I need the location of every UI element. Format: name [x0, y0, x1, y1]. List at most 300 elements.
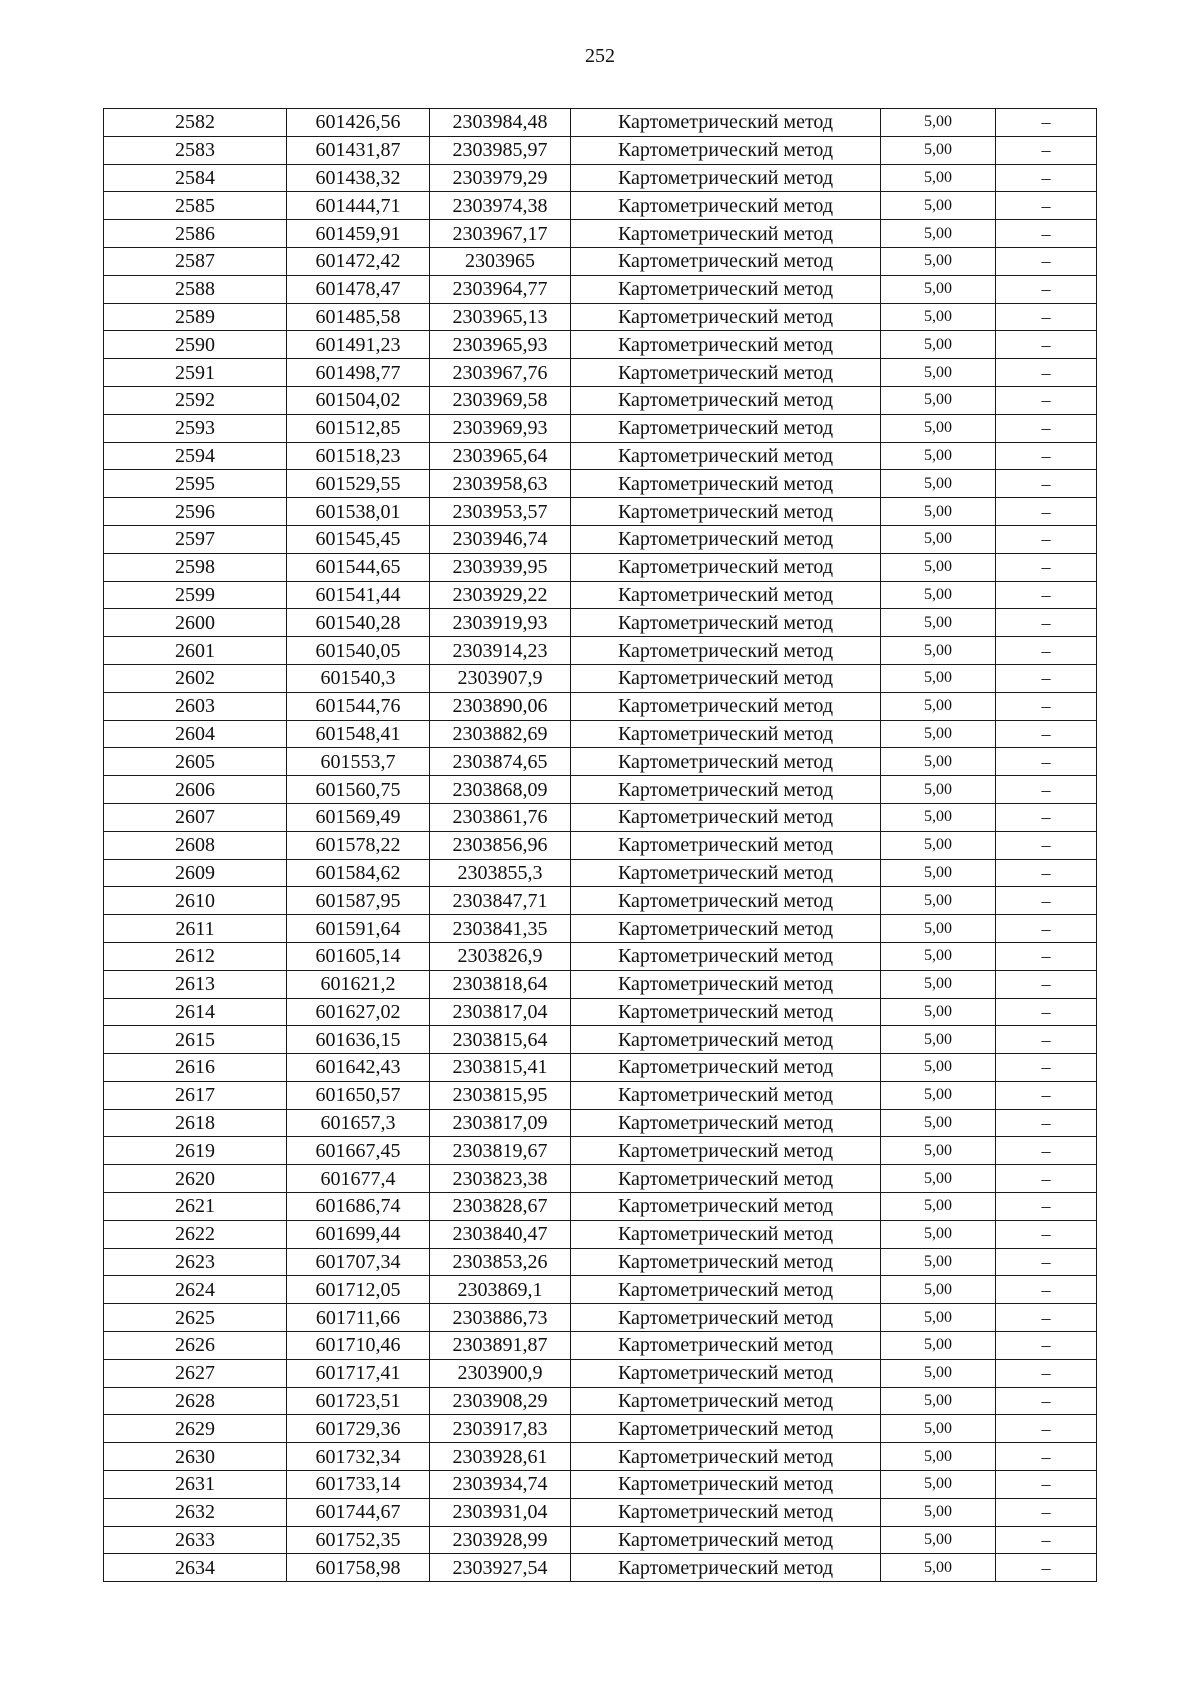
accuracy-cell: 5,00: [881, 275, 996, 303]
x-coordinate-cell: 601717,41: [287, 1359, 430, 1387]
accuracy-cell: 5,00: [881, 247, 996, 275]
y-coordinate-cell: 2303965,93: [430, 331, 571, 359]
y-coordinate-cell: 2303891,87: [430, 1332, 571, 1360]
x-coordinate-cell: 601478,47: [287, 275, 430, 303]
x-coordinate-cell: 601544,65: [287, 553, 430, 581]
x-coordinate-cell: 601578,22: [287, 831, 430, 859]
method-cell: Картометрический метод: [571, 1026, 881, 1054]
accuracy-cell: 5,00: [881, 442, 996, 470]
point-number-cell: 2626: [104, 1332, 287, 1360]
method-cell: Картометрический метод: [571, 609, 881, 637]
x-coordinate-cell: 601621,2: [287, 970, 430, 998]
x-coordinate-cell: 601560,75: [287, 776, 430, 804]
x-coordinate-cell: 601438,32: [287, 164, 430, 192]
point-number-cell: 2615: [104, 1026, 287, 1054]
description-cell: –: [996, 470, 1097, 498]
accuracy-cell: 5,00: [881, 386, 996, 414]
y-coordinate-cell: 2303929,22: [430, 581, 571, 609]
x-coordinate-cell: 601605,14: [287, 942, 430, 970]
description-cell: –: [996, 1359, 1097, 1387]
x-coordinate-cell: 601723,51: [287, 1387, 430, 1415]
x-coordinate-cell: 601677,4: [287, 1165, 430, 1193]
y-coordinate-cell: 2303841,35: [430, 915, 571, 943]
y-coordinate-cell: 2303882,69: [430, 720, 571, 748]
method-cell: Картометрический метод: [571, 220, 881, 248]
y-coordinate-cell: 2303847,71: [430, 887, 571, 915]
method-cell: Картометрический метод: [571, 1220, 881, 1248]
accuracy-cell: 5,00: [881, 1248, 996, 1276]
x-coordinate-cell: 601657,3: [287, 1109, 430, 1137]
table-row: [104, 1193, 1097, 1221]
x-coordinate-cell: 601540,28: [287, 609, 430, 637]
accuracy-cell: 5,00: [881, 1415, 996, 1443]
x-coordinate-cell: 601707,34: [287, 1248, 430, 1276]
x-coordinate-cell: 601540,05: [287, 637, 430, 665]
description-cell: –: [996, 442, 1097, 470]
method-cell: Картометрический метод: [571, 637, 881, 665]
accuracy-cell: 5,00: [881, 1193, 996, 1221]
x-coordinate-cell: 601472,42: [287, 247, 430, 275]
table-row: [104, 1054, 1097, 1082]
description-cell: –: [996, 498, 1097, 526]
table-row: [104, 720, 1097, 748]
point-number-cell: 2588: [104, 275, 287, 303]
method-cell: Картометрический метод: [571, 692, 881, 720]
table-row: [104, 887, 1097, 915]
table-row: [104, 1137, 1097, 1165]
method-cell: Картометрический метод: [571, 1415, 881, 1443]
point-number-cell: 2592: [104, 386, 287, 414]
description-cell: –: [996, 887, 1097, 915]
accuracy-cell: 5,00: [881, 1054, 996, 1082]
method-cell: Картометрический метод: [571, 553, 881, 581]
y-coordinate-cell: 2303964,77: [430, 275, 571, 303]
description-cell: –: [996, 331, 1097, 359]
table-row: [104, 1332, 1097, 1360]
table-row: [104, 664, 1097, 692]
accuracy-cell: 5,00: [881, 1554, 996, 1582]
point-number-cell: 2610: [104, 887, 287, 915]
accuracy-cell: 5,00: [881, 609, 996, 637]
method-cell: Картометрический метод: [571, 887, 881, 915]
description-cell: –: [996, 1137, 1097, 1165]
description-cell: –: [996, 998, 1097, 1026]
accuracy-cell: 5,00: [881, 998, 996, 1026]
table-row: [104, 275, 1097, 303]
description-cell: –: [996, 1554, 1097, 1582]
accuracy-cell: 5,00: [881, 1026, 996, 1054]
x-coordinate-cell: 601729,36: [287, 1415, 430, 1443]
method-cell: Картометрический метод: [571, 1165, 881, 1193]
x-coordinate-cell: 601485,58: [287, 303, 430, 331]
accuracy-cell: 5,00: [881, 1526, 996, 1554]
point-number-cell: 2609: [104, 859, 287, 887]
method-cell: Картометрический метод: [571, 1193, 881, 1221]
description-cell: –: [996, 109, 1097, 137]
description-cell: –: [996, 553, 1097, 581]
table-row: [104, 220, 1097, 248]
accuracy-cell: 5,00: [881, 970, 996, 998]
table-row: [104, 442, 1097, 470]
description-cell: –: [996, 664, 1097, 692]
accuracy-cell: 5,00: [881, 1332, 996, 1360]
y-coordinate-cell: 2303965: [430, 247, 571, 275]
point-number-cell: 2600: [104, 609, 287, 637]
point-number-cell: 2586: [104, 220, 287, 248]
accuracy-cell: 5,00: [881, 664, 996, 692]
table-row: [104, 692, 1097, 720]
method-cell: Картометрический метод: [571, 831, 881, 859]
point-number-cell: 2582: [104, 109, 287, 137]
y-coordinate-cell: 2303985,97: [430, 136, 571, 164]
accuracy-cell: 5,00: [881, 1443, 996, 1471]
description-cell: –: [996, 386, 1097, 414]
x-coordinate-cell: 601711,66: [287, 1304, 430, 1332]
point-number-cell: 2607: [104, 803, 287, 831]
method-cell: Картометрический метод: [571, 1359, 881, 1387]
method-cell: Картометрический метод: [571, 136, 881, 164]
page-number: 252: [585, 45, 615, 67]
description-cell: –: [996, 1332, 1097, 1360]
point-number-cell: 2587: [104, 247, 287, 275]
y-coordinate-cell: 2303928,61: [430, 1443, 571, 1471]
y-coordinate-cell: 2303969,58: [430, 386, 571, 414]
method-cell: Картометрический метод: [571, 1054, 881, 1082]
x-coordinate-cell: 601548,41: [287, 720, 430, 748]
method-cell: Картометрический метод: [571, 803, 881, 831]
description-cell: –: [996, 942, 1097, 970]
point-number-cell: 2622: [104, 1220, 287, 1248]
table-row: [104, 470, 1097, 498]
y-coordinate-cell: 2303853,26: [430, 1248, 571, 1276]
accuracy-cell: 5,00: [881, 581, 996, 609]
y-coordinate-cell: 2303928,99: [430, 1526, 571, 1554]
accuracy-cell: 5,00: [881, 1109, 996, 1137]
point-number-cell: 2585: [104, 192, 287, 220]
method-cell: Картометрический метод: [571, 1526, 881, 1554]
method-cell: Картометрический метод: [571, 525, 881, 553]
point-number-cell: 2620: [104, 1165, 287, 1193]
table-row: [104, 859, 1097, 887]
accuracy-cell: 5,00: [881, 192, 996, 220]
table-row: [104, 359, 1097, 387]
point-number-cell: 2611: [104, 915, 287, 943]
y-coordinate-cell: 2303826,9: [430, 942, 571, 970]
accuracy-cell: 5,00: [881, 1498, 996, 1526]
accuracy-cell: 5,00: [881, 859, 996, 887]
method-cell: Картометрический метод: [571, 942, 881, 970]
method-cell: Картометрический метод: [571, 109, 881, 137]
x-coordinate-cell: 601569,49: [287, 803, 430, 831]
table-row: [104, 1304, 1097, 1332]
y-coordinate-cell: 2303967,17: [430, 220, 571, 248]
accuracy-cell: 5,00: [881, 1220, 996, 1248]
description-cell: –: [996, 692, 1097, 720]
description-cell: –: [996, 164, 1097, 192]
point-number-cell: 2630: [104, 1443, 287, 1471]
description-cell: –: [996, 1054, 1097, 1082]
y-coordinate-cell: 2303927,54: [430, 1554, 571, 1582]
description-cell: –: [996, 1193, 1097, 1221]
accuracy-cell: 5,00: [881, 1471, 996, 1499]
point-number-cell: 2605: [104, 748, 287, 776]
point-number-cell: 2631: [104, 1471, 287, 1499]
accuracy-cell: 5,00: [881, 1081, 996, 1109]
description-cell: –: [996, 1248, 1097, 1276]
x-coordinate-cell: 601732,34: [287, 1443, 430, 1471]
x-coordinate-cell: 601504,02: [287, 386, 430, 414]
point-number-cell: 2602: [104, 664, 287, 692]
x-coordinate-cell: 601498,77: [287, 359, 430, 387]
point-number-cell: 2612: [104, 942, 287, 970]
method-cell: Картометрический метод: [571, 859, 881, 887]
table-row: [104, 1081, 1097, 1109]
method-cell: Картометрический метод: [571, 1387, 881, 1415]
method-cell: Картометрический метод: [571, 915, 881, 943]
method-cell: Картометрический метод: [571, 748, 881, 776]
x-coordinate-cell: 601752,35: [287, 1526, 430, 1554]
y-coordinate-cell: 2303900,9: [430, 1359, 571, 1387]
point-number-cell: 2594: [104, 442, 287, 470]
description-cell: –: [996, 1443, 1097, 1471]
description-cell: –: [996, 776, 1097, 804]
y-coordinate-cell: 2303984,48: [430, 109, 571, 137]
accuracy-cell: 5,00: [881, 1165, 996, 1193]
table-row: [104, 386, 1097, 414]
table-row: [104, 136, 1097, 164]
method-cell: Картометрический метод: [571, 970, 881, 998]
table-row: [104, 942, 1097, 970]
method-cell: Картометрический метод: [571, 1276, 881, 1304]
x-coordinate-cell: 601426,56: [287, 109, 430, 137]
accuracy-cell: 5,00: [881, 887, 996, 915]
description-cell: –: [996, 136, 1097, 164]
y-coordinate-cell: 2303855,3: [430, 859, 571, 887]
accuracy-cell: 5,00: [881, 915, 996, 943]
x-coordinate-cell: 601512,85: [287, 414, 430, 442]
table-row: [104, 1554, 1097, 1582]
method-cell: Картометрический метод: [571, 275, 881, 303]
table-row: [104, 192, 1097, 220]
description-cell: –: [996, 1498, 1097, 1526]
table-row: [104, 831, 1097, 859]
method-cell: Картометрический метод: [571, 1443, 881, 1471]
x-coordinate-cell: 601541,44: [287, 581, 430, 609]
method-cell: Картометрический метод: [571, 664, 881, 692]
table-row: [104, 637, 1097, 665]
y-coordinate-cell: 2303907,9: [430, 664, 571, 692]
accuracy-cell: 5,00: [881, 637, 996, 665]
table-row: [104, 1109, 1097, 1137]
table-row: [104, 553, 1097, 581]
x-coordinate-cell: 601710,46: [287, 1332, 430, 1360]
description-cell: –: [996, 275, 1097, 303]
y-coordinate-cell: 2303934,74: [430, 1471, 571, 1499]
point-number-cell: 2624: [104, 1276, 287, 1304]
method-cell: Картометрический метод: [571, 1332, 881, 1360]
description-cell: –: [996, 748, 1097, 776]
description-cell: –: [996, 192, 1097, 220]
accuracy-cell: 5,00: [881, 776, 996, 804]
description-cell: –: [996, 581, 1097, 609]
accuracy-cell: 5,00: [881, 748, 996, 776]
point-number-cell: 2632: [104, 1498, 287, 1526]
description-cell: –: [996, 1109, 1097, 1137]
x-coordinate-cell: 601591,64: [287, 915, 430, 943]
method-cell: Картометрический метод: [571, 192, 881, 220]
point-number-cell: 2595: [104, 470, 287, 498]
accuracy-cell: 5,00: [881, 498, 996, 526]
table-row: [104, 303, 1097, 331]
point-number-cell: 2596: [104, 498, 287, 526]
point-number-cell: 2617: [104, 1081, 287, 1109]
x-coordinate-cell: 601686,74: [287, 1193, 430, 1221]
y-coordinate-cell: 2303939,95: [430, 553, 571, 581]
accuracy-cell: 5,00: [881, 1304, 996, 1332]
y-coordinate-cell: 2303946,74: [430, 525, 571, 553]
method-cell: Картометрический метод: [571, 1498, 881, 1526]
y-coordinate-cell: 2303815,95: [430, 1081, 571, 1109]
y-coordinate-cell: 2303890,06: [430, 692, 571, 720]
method-cell: Картометрический метод: [571, 1109, 881, 1137]
description-cell: –: [996, 1526, 1097, 1554]
accuracy-cell: 5,00: [881, 109, 996, 137]
table-row: [104, 414, 1097, 442]
y-coordinate-cell: 2303840,47: [430, 1220, 571, 1248]
y-coordinate-cell: 2303869,1: [430, 1276, 571, 1304]
point-number-cell: 2634: [104, 1554, 287, 1582]
accuracy-cell: 5,00: [881, 803, 996, 831]
description-cell: –: [996, 525, 1097, 553]
accuracy-cell: 5,00: [881, 553, 996, 581]
description-cell: –: [996, 1387, 1097, 1415]
accuracy-cell: 5,00: [881, 942, 996, 970]
method-cell: Картометрический метод: [571, 164, 881, 192]
table-row: [104, 331, 1097, 359]
accuracy-cell: 5,00: [881, 720, 996, 748]
description-cell: –: [996, 1471, 1097, 1499]
accuracy-cell: 5,00: [881, 1276, 996, 1304]
description-cell: –: [996, 1304, 1097, 1332]
method-cell: Картометрический метод: [571, 247, 881, 275]
y-coordinate-cell: 2303953,57: [430, 498, 571, 526]
y-coordinate-cell: 2303818,64: [430, 970, 571, 998]
method-cell: Картометрический метод: [571, 720, 881, 748]
table-row: [104, 1387, 1097, 1415]
point-number-cell: 2584: [104, 164, 287, 192]
table-row: [104, 247, 1097, 275]
table-row: [104, 1471, 1097, 1499]
y-coordinate-cell: 2303856,96: [430, 831, 571, 859]
point-number-cell: 2603: [104, 692, 287, 720]
table-row: [104, 998, 1097, 1026]
y-coordinate-cell: 2303917,83: [430, 1415, 571, 1443]
point-number-cell: 2601: [104, 637, 287, 665]
y-coordinate-cell: 2303817,09: [430, 1109, 571, 1137]
table-row: [104, 915, 1097, 943]
method-cell: Картометрический метод: [571, 331, 881, 359]
table-row: [104, 1248, 1097, 1276]
y-coordinate-cell: 2303965,13: [430, 303, 571, 331]
table-row: [104, 1026, 1097, 1054]
x-coordinate-cell: 601758,98: [287, 1554, 430, 1582]
description-cell: –: [996, 247, 1097, 275]
y-coordinate-cell: 2303958,63: [430, 470, 571, 498]
description-cell: –: [996, 915, 1097, 943]
x-coordinate-cell: 601584,62: [287, 859, 430, 887]
point-number-cell: 2614: [104, 998, 287, 1026]
accuracy-cell: 5,00: [881, 1387, 996, 1415]
y-coordinate-cell: 2303967,76: [430, 359, 571, 387]
description-cell: –: [996, 970, 1097, 998]
x-coordinate-cell: 601733,14: [287, 1471, 430, 1499]
x-coordinate-cell: 601540,3: [287, 664, 430, 692]
y-coordinate-cell: 2303868,09: [430, 776, 571, 804]
method-cell: Картометрический метод: [571, 414, 881, 442]
point-number-cell: 2598: [104, 553, 287, 581]
description-cell: –: [996, 1415, 1097, 1443]
method-cell: Картометрический метод: [571, 1248, 881, 1276]
accuracy-cell: 5,00: [881, 164, 996, 192]
method-cell: Картометрический метод: [571, 1471, 881, 1499]
x-coordinate-cell: 601459,91: [287, 220, 430, 248]
method-cell: Картометрический метод: [571, 998, 881, 1026]
x-coordinate-cell: 601587,95: [287, 887, 430, 915]
accuracy-cell: 5,00: [881, 136, 996, 164]
description-cell: –: [996, 609, 1097, 637]
x-coordinate-cell: 601491,23: [287, 331, 430, 359]
point-number-cell: 2627: [104, 1359, 287, 1387]
method-cell: Картометрический метод: [571, 1554, 881, 1582]
description-cell: –: [996, 414, 1097, 442]
description-cell: –: [996, 1220, 1097, 1248]
accuracy-cell: 5,00: [881, 1359, 996, 1387]
method-cell: Картометрический метод: [571, 776, 881, 804]
description-cell: –: [996, 637, 1097, 665]
description-cell: –: [996, 831, 1097, 859]
x-coordinate-cell: 601642,43: [287, 1054, 430, 1082]
table-row: [104, 970, 1097, 998]
y-coordinate-cell: 2303979,29: [430, 164, 571, 192]
description-cell: –: [996, 1081, 1097, 1109]
method-cell: Картометрический метод: [571, 1081, 881, 1109]
x-coordinate-cell: 601650,57: [287, 1081, 430, 1109]
point-number-cell: 2633: [104, 1526, 287, 1554]
table-row: [104, 1220, 1097, 1248]
table-row: [104, 581, 1097, 609]
y-coordinate-cell: 2303815,64: [430, 1026, 571, 1054]
accuracy-cell: 5,00: [881, 525, 996, 553]
point-number-cell: 2618: [104, 1109, 287, 1137]
point-number-cell: 2606: [104, 776, 287, 804]
table-row: [104, 1165, 1097, 1193]
description-cell: –: [996, 303, 1097, 331]
point-number-cell: 2590: [104, 331, 287, 359]
point-number-cell: 2628: [104, 1387, 287, 1415]
description-cell: –: [996, 1026, 1097, 1054]
table-row: [104, 1276, 1097, 1304]
x-coordinate-cell: 601699,44: [287, 1220, 430, 1248]
description-cell: –: [996, 803, 1097, 831]
accuracy-cell: 5,00: [881, 220, 996, 248]
point-number-cell: 2597: [104, 525, 287, 553]
y-coordinate-cell: 2303817,04: [430, 998, 571, 1026]
table-row: [104, 1359, 1097, 1387]
description-cell: –: [996, 859, 1097, 887]
table-row: [104, 109, 1097, 137]
point-number-cell: 2599: [104, 581, 287, 609]
x-coordinate-cell: 601667,45: [287, 1137, 430, 1165]
